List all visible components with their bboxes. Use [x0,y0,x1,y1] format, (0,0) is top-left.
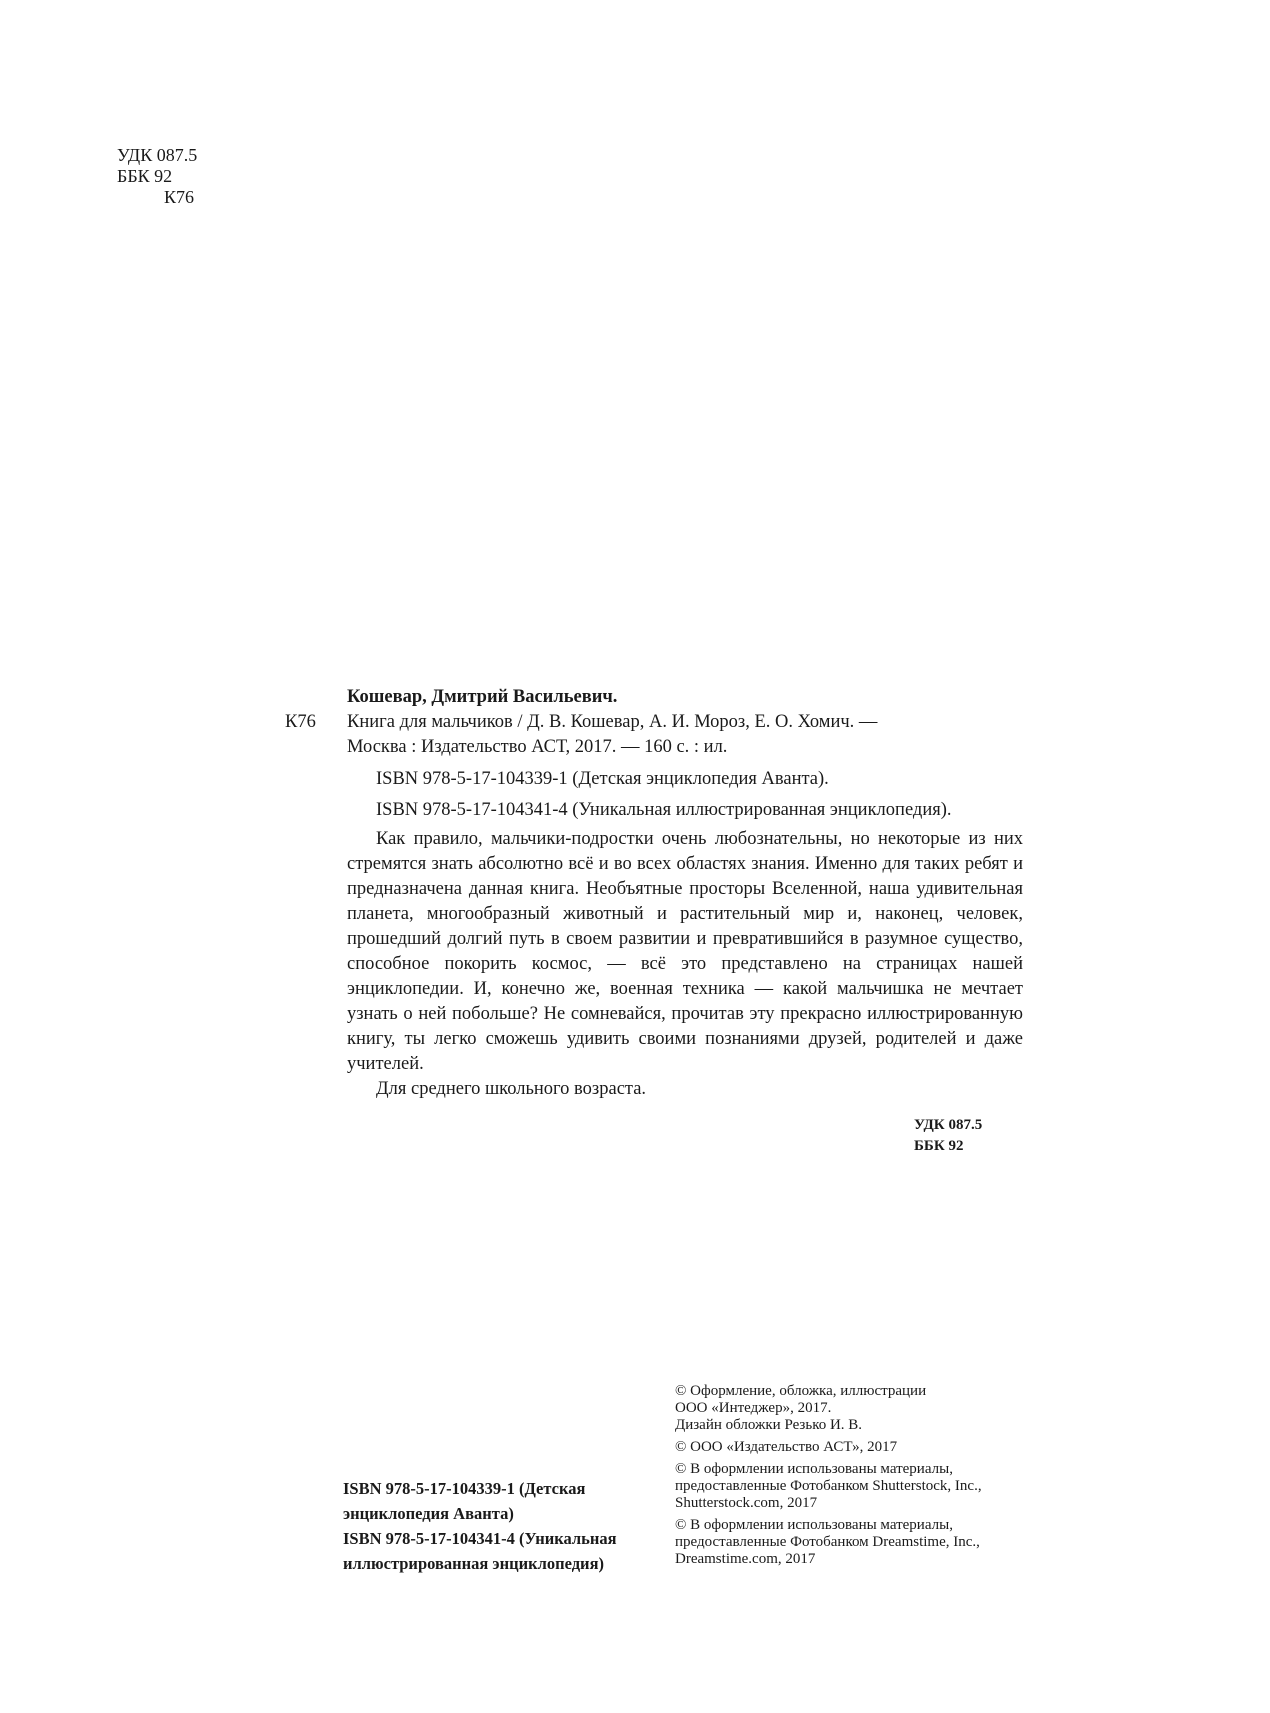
annotation-line: Как правило, мальчики-подростки очень любознательны, но некоторые из [376,829,986,849]
copyright-line: © В оформлении использованы материалы, [675,1461,953,1477]
author-heading: Кошевар, Дмитрий Васильевич. [347,687,618,707]
copyright-line: Shutterstock.com, 2017 [675,1495,818,1511]
audience-note: Для среднего школьного возраста. [376,1079,647,1099]
udk-code: УДК 087.5 [117,145,198,165]
isbn-bold-line: энциклопедия Аванта) [343,1504,514,1523]
isbn-line-1: ISBN 978-5-17-104339-1 (Детская энциклопедия Аванта). [376,769,829,789]
copyright-line: предоставленные Фотобанком Shutterstock, Inc., [675,1478,982,1494]
copyright-line: Дизайн обложки Резько И. В. [675,1417,863,1433]
isbn-block [343,1476,617,1576]
bbk-code: ББК 92 [117,166,173,186]
udk-code-bold: УДК 087.5 [914,1117,983,1133]
classification-codes-top [117,145,197,208]
annotation-line: о ней побольше? Не сомневайся, прочитав эту прекрасно иллюстрированную книгу, [347,1004,1023,1049]
annotation-paragraph [347,827,1023,1077]
annotation-line: ребят и предназначена данная книга. Необъятные просторы Вселенной, наша [347,854,1023,899]
copyright-line: © ООО «Издательство АСТ», 2017 [675,1439,898,1455]
bbk-code-bold: ББК 92 [914,1138,964,1154]
annotation-line: энциклопедии. И, конечно же, военная техника — какой мальчишка не мечтает узнать [347,979,1023,1024]
title-row [285,710,1023,735]
title-statement: Книга для мальчиков / Д. В. Кошевар, А. И. Мороз, Е. О. Хомич. — [347,712,878,732]
bibliographic-record [285,685,1023,1102]
isbn-bold-line: ISBN 978-5-17-104341-4 (Уникальная [343,1529,617,1548]
isbn-bold-line: иллюстрированная энциклопедия) [343,1554,604,1573]
author-mark: К76 [164,187,195,207]
copyright-line: © Оформление, обложка, иллюстрации [675,1383,927,1399]
classification-codes-right [914,1115,982,1157]
annotation [347,827,1023,1077]
annotation-line: ты легко сможешь удивить своими познаниями друзей, родителей и даже учителей. [347,1029,1023,1074]
isbn-line-2: ISBN 978-5-17-104341-4 (Уникальная иллюстрированная энциклопедия). [376,800,952,820]
isbn-bold-line: ISBN 978-5-17-104339-1 (Детская [343,1479,586,1498]
copyright-block [675,1383,982,1568]
annotation-line: существо, способное покорить космос, — всё это представлено на страницах нашей [347,929,1024,974]
author-mark-code: К76 [285,712,316,732]
annotation-line: человек, прошедший долгий путь в своем развитии и превратившийся в разумное [347,904,1023,949]
publication-statement: Москва : Издательство АСТ, 2017. — 160 с. : ил. [347,737,728,757]
copyright-line: предоставленные Фотобанком Dreamstime, Inc., [675,1534,980,1550]
annotation-line: удивительная планета, многообразный животный и растительный мир и, наконец, [347,879,1024,924]
annotation-line: них стремятся знать абсолютно всё и во всех областях знания. Именно для таких [347,829,1024,874]
copyright-line: ООО «Интеджер», 2017. [675,1400,832,1416]
copyright-line: © В оформлении использованы материалы, [675,1517,953,1533]
copyright-line: Dreamstime.com, 2017 [675,1551,816,1567]
